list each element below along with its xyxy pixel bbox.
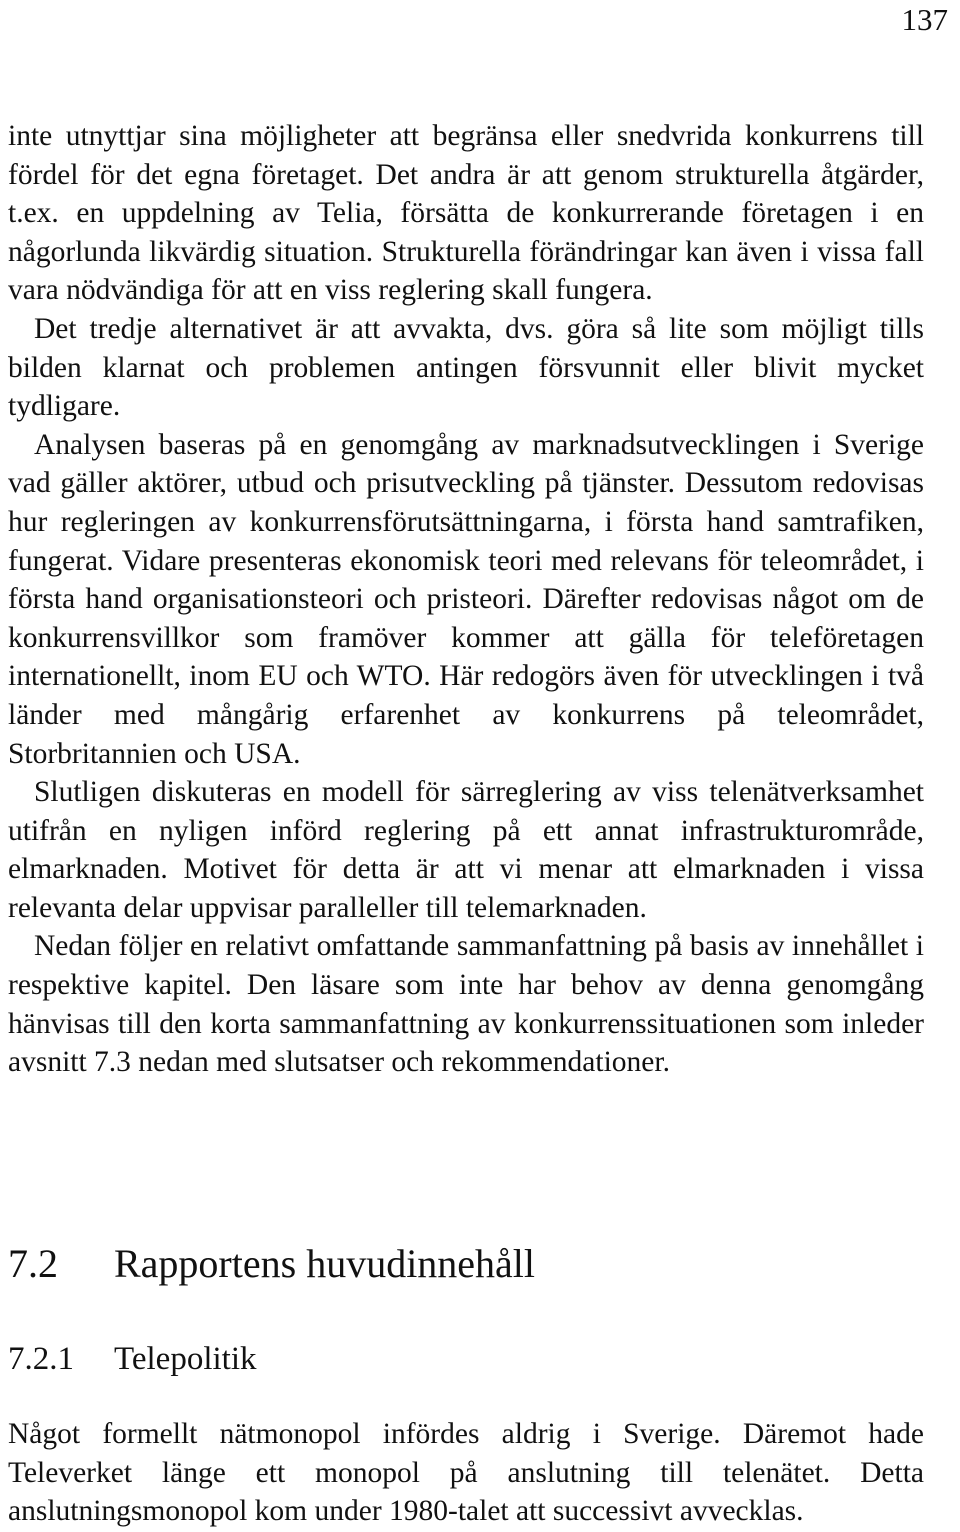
paragraph-analysis: Analysen baseras på en genomgång av marknadsutvecklingen i Sverige vad gäller aktörer, utbud och prisutveckling på tjänster. Dessutom redovisas hur regleringen av konkurrensförutsättningarna, i första hand samtrafiken, fungerat. Vidare presenteras ekonomisk teori med relevans för teleområdet, i första hand organisationsteori och pristeori. Därefter redovisas något om de konkurrensvillkor som framöver kommer att gälla för teleföretagen internationellt, inom EU och WTO. Här redogörs även för utvecklingen i två länder med mångårig erfarenhet av konkurrens på teleområdet, Storbritannien och USA. — [8, 428, 924, 770]
subsection-heading — [8, 1339, 257, 1379]
paragraph-conclusion-model: Slutligen diskuteras en modell för särreglering av viss telenätverksamhet utifrån en nyligen införd reglering på ett annat infrastrukturområde, elmarknaden. Motivet för detta är att vi menar att elmarknaden i vissa relevanta delar uppvisar paralleller till telemarknaden. — [8, 776, 924, 924]
paragraph-structural-measures: inte utnyttjar sina möjligheter att begränsa eller snedvrida konkurrens till fördel för det egna företaget. Det andra är att genom strukturella åtgärder, t.ex. en uppdelning av Telia, försätta de konkurrerande företagen i en någorlunda likvärdig situation. Strukturella förändringar kan även i vissa fall vara nödvändiga för att en viss reglering skall fungera. — [8, 120, 924, 307]
section-number: 7.2 — [8, 1241, 58, 1286]
body-text-telepolitik — [8, 1415, 924, 1531]
section-title: Rapportens huvudinnehåll — [114, 1241, 536, 1286]
paragraph-summary-note: Nedan följer en relativt omfattande sammanfattning på basis av innehållet i respektive kapitel. Den läsare som inte har behov av denna genomgång hänvisas till den korta sammanfattning av konkurrenssituationen som inleder avsnitt 7.3 nedan med slutsatser och rekommendationer. — [8, 930, 924, 1079]
paragraph-third-alternative: Det tredje alternativet är att avvakta, dvs. göra så lite som möjligt tills bilden klarnat och problemen antingen försvunnit eller blivit mycket tydligare. — [8, 312, 924, 423]
paragraph-telepolitik: Något formellt nätmonopol infördes aldrig i Sverige. Däremot hade Televerket länge ett monopol på anslutning till telenätet. Detta anslutningsmonopol kom under 1980-talet att successivt avvecklas. — [8, 1418, 924, 1528]
subsection-title: Telepolitik — [114, 1341, 257, 1377]
page-number: 137 — [901, 2, 948, 37]
section-heading — [8, 1240, 535, 1288]
body-text-intro — [8, 117, 924, 1082]
subsection-number: 7.2.1 — [8, 1341, 74, 1377]
